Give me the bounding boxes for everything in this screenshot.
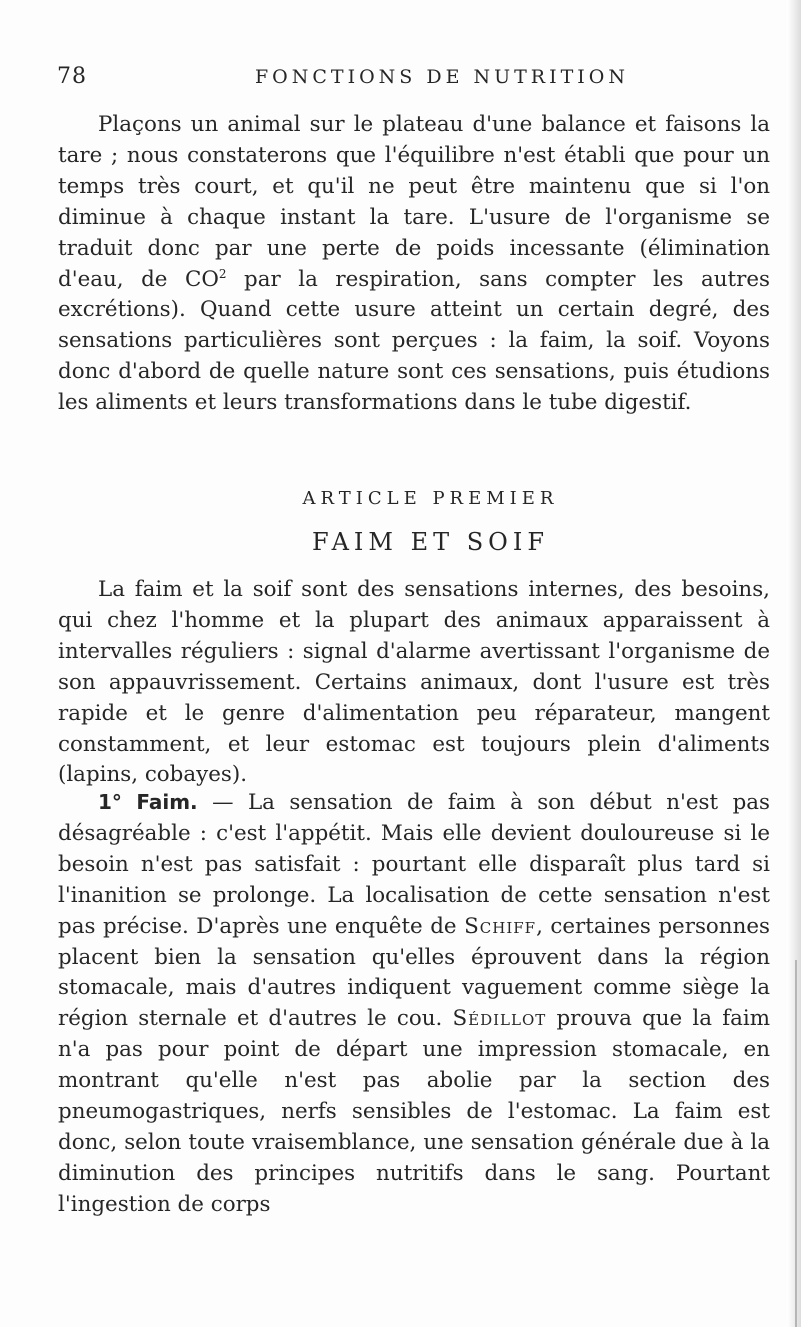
faim-text-part3: prouva que la faim n'a pas pour point de départ une impression stomacale, en montrant qu'elle n'est pas abolie par la section des pneumogastriques, nerfs sensibles de l'estomac. La faim est donc, selon toute vraisemblance, une sensation générale due à la diminution des principes nutritifs dans le sang. Pourtant l'ingestion de corps xyxy=(58,1006,770,1217)
page-edge-shadow xyxy=(787,0,801,1327)
faim-text-part1: — La sensation de faim à son début n'est pas désagréable : c'est l'appétit. Mais elle devient douloureuse si le besoin n'est pas satisfait : pourtant elle disparaît plus tard si l'inanition se prolonge. La localisation de cette sensation n'est pas précise. D'après une enquête de xyxy=(58,790,770,939)
article-label: ARTICLE PREMIER xyxy=(302,488,559,509)
page-number: 78 xyxy=(57,64,87,89)
running-head: FONCTIONS DE NUTRITION xyxy=(255,66,630,88)
faim-label: Faim. xyxy=(136,790,198,814)
intro-text-start: Plaçons un animal sur le plateau d'une balance et faisons la tare ; nous constaterons que l'équilibre n'est établi que pour un temps très court, et qu'il ne peut être maintenu que si l'on diminue à chaque instant la tare. L'usure de l'organisme se traduit donc par une perte de poids incessante (élimination d'eau, de CO xyxy=(58,112,770,292)
co2-subscript: 2 xyxy=(218,266,227,281)
author-sedillot: Sédillot xyxy=(452,1006,547,1032)
section-title: FAIM ET SOIF xyxy=(312,528,549,556)
page-edge-line xyxy=(795,960,797,1327)
faim-soif-paragraph: La faim et la soif sont des sensations internes, des besoins, qui chez l'homme et la plupart des animaux apparaissent à intervalles réguliers : signal d'alarme avertissant l'organisme de son appauvrissement. Certains animaux, dont l'usure est très rapide et le genre d'alimentation peu réparateur, mangent constamment, et leur estomac est toujours plein d'aliments (lapins, cobayes). xyxy=(58,577,770,788)
faim-text-part2: , certaines personnes placent bien la sensation qu'elles éprouvent dans la région stomacale, mais d'autres indiquent vaguement comme siège la région sternale et d'autres le cou. xyxy=(58,913,770,1032)
intro-paragraph xyxy=(58,110,770,419)
page-header xyxy=(57,64,757,94)
faim-paragraph xyxy=(58,787,770,1221)
intro-text-end: par la respiration, sans compter les autres excrétions). Quand cette usure atteint un certain degré, des sensations particulières sont perçues : la faim, la soif. Voyons donc d'abord de quelle nature sont ces sensations, puis étudions les aliments et leurs transformations dans le tube digestif. xyxy=(58,266,770,416)
author-schiff: Schiff xyxy=(464,913,537,939)
faim-number: 1° xyxy=(98,790,122,814)
